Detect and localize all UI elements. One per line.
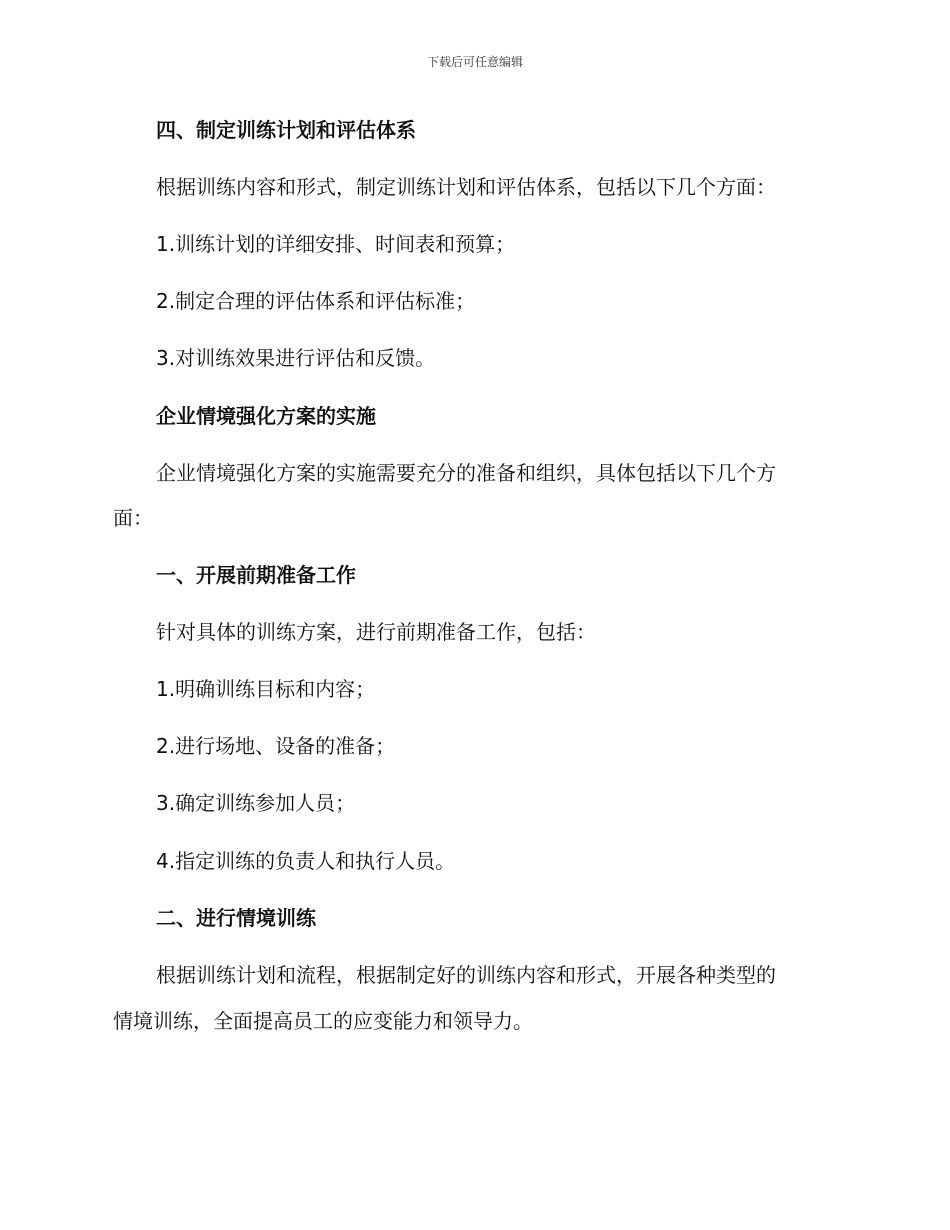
section-heading-two: 二、进行情境训练 xyxy=(156,906,316,930)
plan-list-item-1: 1.训练计划的详细安排、时间表和预算； xyxy=(156,232,516,256)
preparation-list-item-4: 4.指定训练的负责人和执行人员。 xyxy=(156,849,456,873)
preparation-list-item-3: 3.确定训练参加人员； xyxy=(156,791,356,815)
page-header: 下载后可任意编辑 xyxy=(426,55,523,69)
plan-list-item-3: 3.对训练效果进行评估和反馈。 xyxy=(156,346,436,370)
preparation-intro-paragraph: 针对具体的训练方案，进行前期准备工作，包括： xyxy=(156,620,596,644)
training-paragraph-line-1: 根据训练计划和流程，根据制定好的训练内容和形式，开展各种类型的 xyxy=(156,963,776,987)
training-paragraph-line-2: 情境训练，全面提高员工的应变能力和领导力。 xyxy=(113,1009,533,1033)
preparation-list-item-2: 2.进行场地、设备的准备； xyxy=(156,734,396,758)
implementation-intro-line-2: 面： xyxy=(113,506,153,530)
section-heading-four: 四、制定训练计划和评估体系 xyxy=(156,118,416,142)
implementation-intro-line-1: 企业情境强化方案的实施需要充分的准备和组织，具体包括以下几个方 xyxy=(156,461,776,485)
plan-intro-paragraph: 根据训练内容和形式，制定训练计划和评估体系，包括以下几个方面： xyxy=(156,175,776,199)
section-title: 企业情境强化方案的实施 xyxy=(156,404,376,428)
plan-list-item-2: 2.制定合理的评估体系和评估标准； xyxy=(156,289,476,313)
preparation-list-item-1: 1.明确训练目标和内容； xyxy=(156,677,376,701)
section-heading-one: 一、开展前期准备工作 xyxy=(156,563,356,587)
